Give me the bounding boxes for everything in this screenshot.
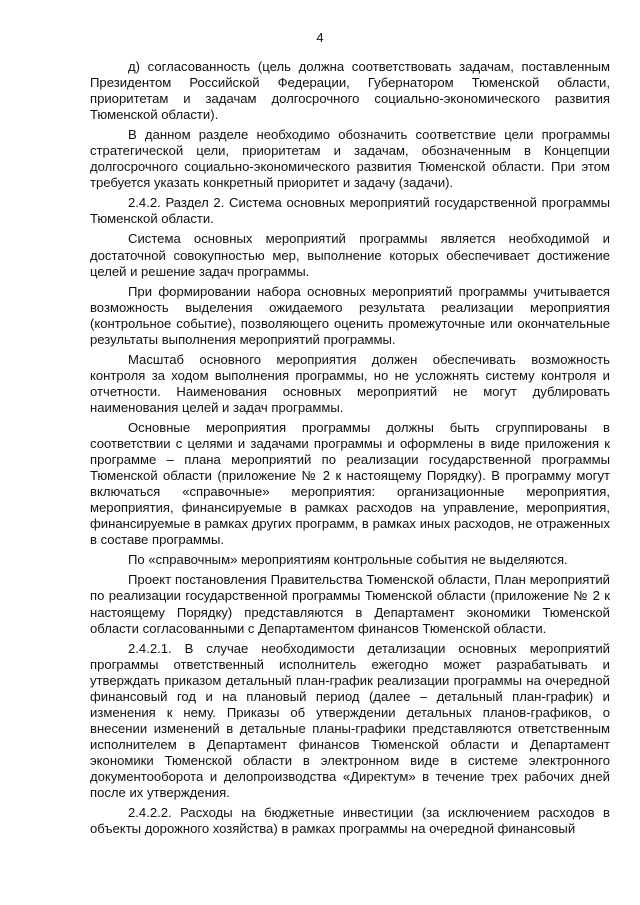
- paragraph-strategic-alignment: В данном разделе необходимо обозначить соответствие цели программы стратегической цели, приоритетам и задачам, обозначенным в Концепции долгосрочного социально-экономического развития Тюменской области. При этом требуется указать конкретный приоритет и задачу (задачи).: [90, 127, 610, 191]
- paragraph-consistency-criterion: д) согласованность (цель должна соответствовать задачам, поставленным Президентом Российской Федерации, Губернатором Тюменской области, приоритетам и задачам долгосрочного социально-экономического развития Тюменской области).: [90, 59, 610, 123]
- paragraph-measures-system: Система основных мероприятий программы является необходимой и достаточной совокупностью мер, выполнение которых обеспечивает достижение целей и решение задач программы.: [90, 231, 610, 279]
- paragraph-detailed-schedule: 2.4.2.1. В случае необходимости детализации основных мероприятий программы ответственный исполнитель ежегодно может разрабатывать и утверждать приказом детальный план-график реализации программы на очередной финансовый год и на плановый период (далее – детальный план-график) и изменения к нему. Приказы об утверждении детальных планов-графиков, о внесении изменений в детальные планы-графики представляются ответственным исполнителем в Департамент финансов Тюменской области и Департамент экономики Тюменской области в электронном виде в системе электронного документооборота и делопроизводства «Директум» в течение трех рабочих дней после их утверждения.: [90, 640, 610, 801]
- paragraph-measures-formation: При формировании набора основных мероприятий программы учитывается возможность выделения ожидаемого результата реализации мероприятия (контрольное событие), позволяющего оценить промежуточные или окончательные результаты выполнения мероприятий программы.: [90, 283, 610, 347]
- paragraph-resolution-draft: Проект постановления Правительства Тюменской области, План мероприятий по реализации государственной программы Тюменской области (приложение № 2 к настоящему Порядку) представляются в Департамент экономики Тюменской области согласованными с Департаментом финансов Тюменской области.: [90, 572, 610, 636]
- paragraph-measure-scale: Масштаб основного мероприятия должен обеспечивать возможность контроля за ходом выполнения программы, но не усложнять систему контроля и отчетности. Наименования основных мероприятий не могут дублировать наименования целей и задач программы.: [90, 351, 610, 415]
- paragraph-section-2-heading: 2.4.2. Раздел 2. Система основных мероприятий государственной программы Тюменской области.: [90, 195, 610, 227]
- paragraph-budget-investments: 2.4.2.2. Расходы на бюджетные инвестиции (за исключением расходов в объекты дорожного хозяйства) в рамках программы на очередной финансовый: [90, 805, 610, 837]
- paragraph-measures-grouping: Основные мероприятия программы должны быть сгруппированы в соответствии с целями и задачами программы и оформлены в виде приложения к программе – плана мероприятий по реализации государственной программы Тюменской области (приложение № 2 к настоящему Порядку). В программу могут включаться «справочные» мероприятия: организационные мероприятия, мероприятия, финансируемые в рамках расходов на управление, мероприятия, финансируемые в рамках других программ, в рамках иных расходов, не отраженных в составе программы.: [90, 419, 610, 548]
- document-body: [90, 59, 610, 841]
- paragraph-reference-measures: По «справочным» мероприятиям контрольные события не выделяются.: [128, 552, 568, 568]
- page-number: 4: [316, 30, 324, 45]
